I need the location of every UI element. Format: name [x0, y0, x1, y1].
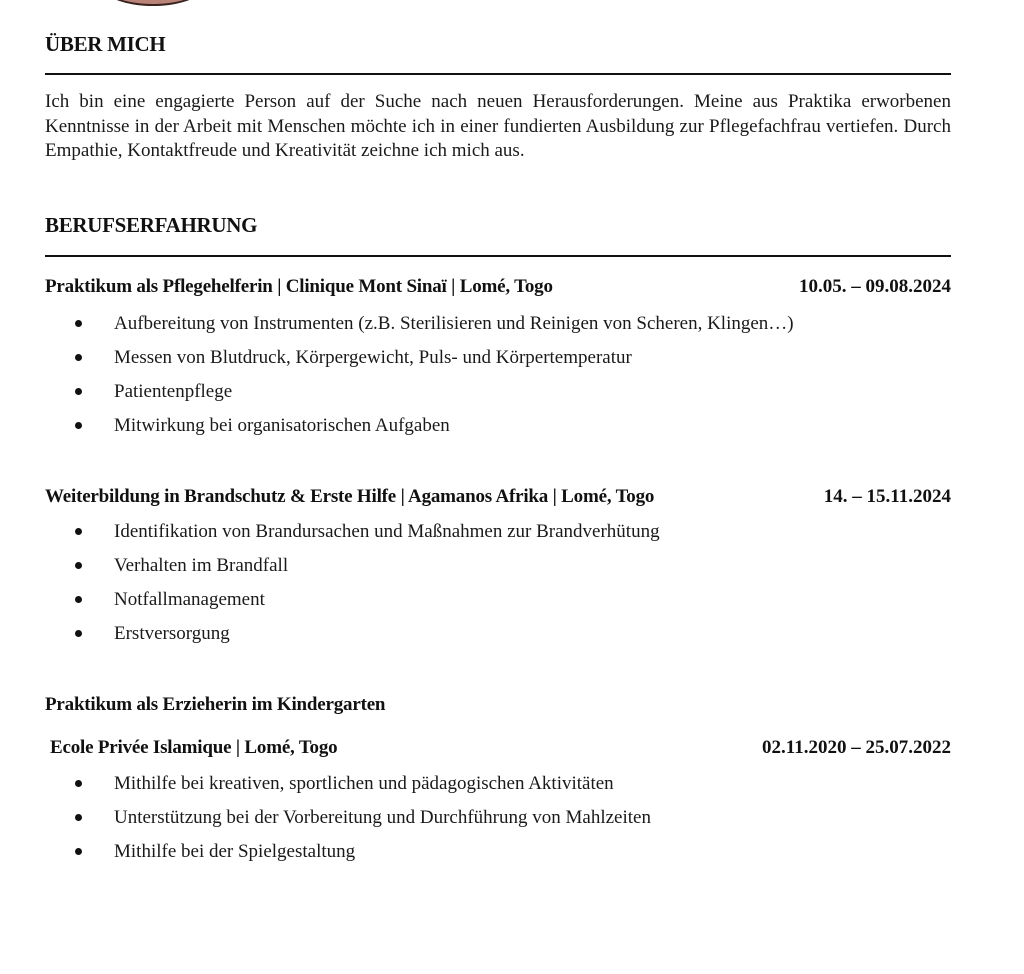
about-text: Ich bin eine engagierte Person auf der Suche nach neuen Herausforderungen. Meine aus Praktika erworbenen Kenntnisse in der Arbeit mit Menschen möchte ich in einer fundierten Ausbildung zur Pflegefachfrau vertiefen. Durch Empathie, Kontaktfreude und Kreativität zeichne ich mich aus. [45, 91, 951, 161]
section-divider-experience [45, 255, 951, 257]
bullet-dot-icon [75, 354, 82, 361]
list-item: Messen von Blutdruck, Körpergewicht, Puls- und Körpertemperatur [0, 341, 1024, 375]
bullet-dot-icon [75, 528, 82, 535]
list-item: Aufbereitung von Instrumenten (z.B. Sterilisieren und Reinigen von Scheren, Klingen…) [0, 307, 1024, 341]
section-divider-about [45, 73, 951, 75]
list-item: Notfallmanagement [0, 583, 1024, 617]
entry-title-2: Weiterbildung in Brandschutz & Erste Hilfe | Agamanos Afrika | Lomé, Togo [45, 486, 655, 507]
bullet-dot-icon [75, 814, 82, 821]
list-item: Patientenpflege [0, 375, 1024, 409]
section-heading-experience: BERUFSERFAHRUNG [45, 213, 258, 237]
profile-photo [100, 0, 206, 6]
entry-title-1: Praktikum als Pflegehelferin | Clinique Mont Sinaï | Lomé, Togo [45, 276, 553, 297]
entry-date-1: 10.05. – 09.08.2024 [799, 276, 951, 297]
bullet-dot-icon [75, 422, 82, 429]
entry-subtitle-3: Ecole Privée Islamique | Lomé, Togo [50, 737, 338, 758]
list-item: Identifikation von Brandursachen und Maßnahmen zur Brandverhütung [0, 515, 1024, 549]
bullet-dot-icon [75, 320, 82, 327]
section-heading-about: ÜBER MICH [45, 32, 166, 56]
list-item: Mithilfe bei der Spielgestaltung [0, 835, 1024, 869]
entry-date-2: 14. – 15.11.2024 [823, 486, 951, 507]
list-item: Mithilfe bei kreativen, sportlichen und pädagogischen Aktivitäten [0, 767, 1024, 801]
entry-title-3: Praktikum als Erzieherin im Kindergarten [45, 694, 386, 715]
entry-bullets-3 [0, 767, 1024, 869]
bullet-dot-icon [75, 562, 82, 569]
list-item: Mitwirkung bei organisatorischen Aufgaben [0, 409, 1024, 443]
bullet-dot-icon [75, 780, 82, 787]
bullet-dot-icon [75, 596, 82, 603]
list-item: Erstversorgung [0, 617, 1024, 651]
entry-date-3: 02.11.2020 – 25.07.2022 [762, 737, 951, 758]
bullet-dot-icon [75, 630, 82, 637]
entry-bullets-2 [0, 515, 1024, 651]
list-item: Verhalten im Brandfall [0, 549, 1024, 583]
entry-bullets-1 [0, 307, 1024, 443]
list-item: Unterstützung bei der Vorbereitung und Durchführung von Mahlzeiten [0, 801, 1024, 835]
bullet-dot-icon [75, 848, 82, 855]
bullet-dot-icon [75, 388, 82, 395]
